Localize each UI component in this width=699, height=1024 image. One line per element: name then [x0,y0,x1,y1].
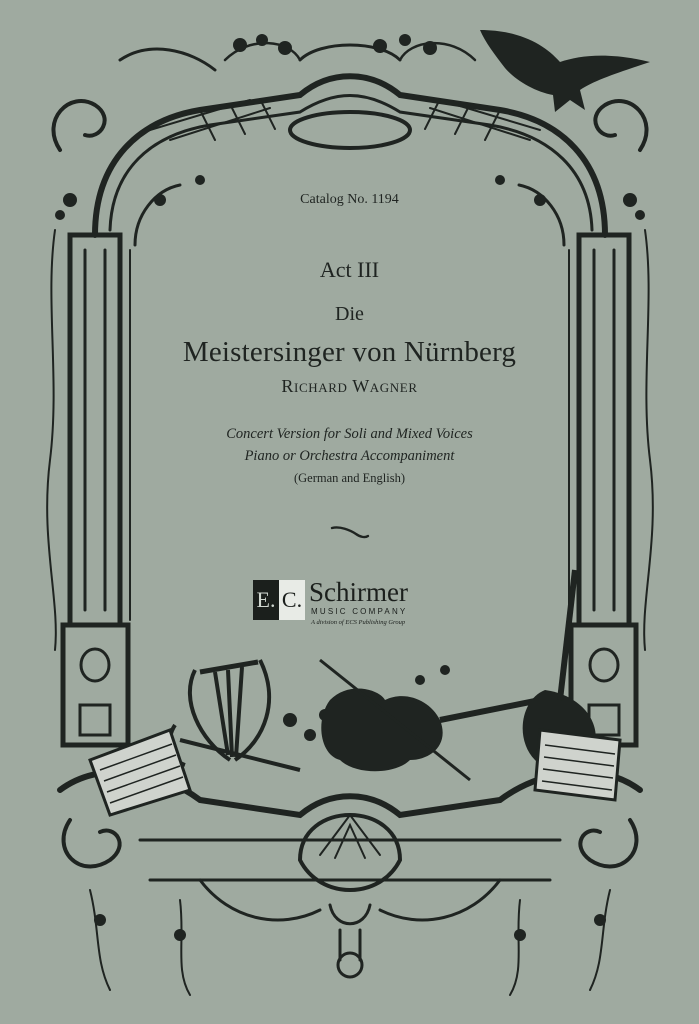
swash-ornament-icon [330,522,370,542]
subtitle-languages: (German and English) [293,471,406,485]
monogram-c: C. [279,580,305,620]
monogram-e: E. [253,580,279,620]
act-label: Act III [319,257,380,282]
subtitle-accompaniment: Piano or Orchestra Accompaniment [244,448,455,464]
subtitle-version: Concert Version for Soli and Mixed Voices [226,426,473,442]
publisher-tagline: MUSIC COMPANY [311,607,408,616]
composer-name: Richard Wagner [281,376,418,396]
publisher-name: Schirmer [309,577,408,607]
ec-monogram [253,580,305,620]
title-article: Die [335,303,364,325]
catalog-number: Catalog No. 1194 [300,192,399,207]
publisher-division: A division of ECS Publishing Group [311,619,406,626]
publisher-logo [253,577,453,630]
work-title: Meistersinger von Nürnberg [182,336,517,368]
